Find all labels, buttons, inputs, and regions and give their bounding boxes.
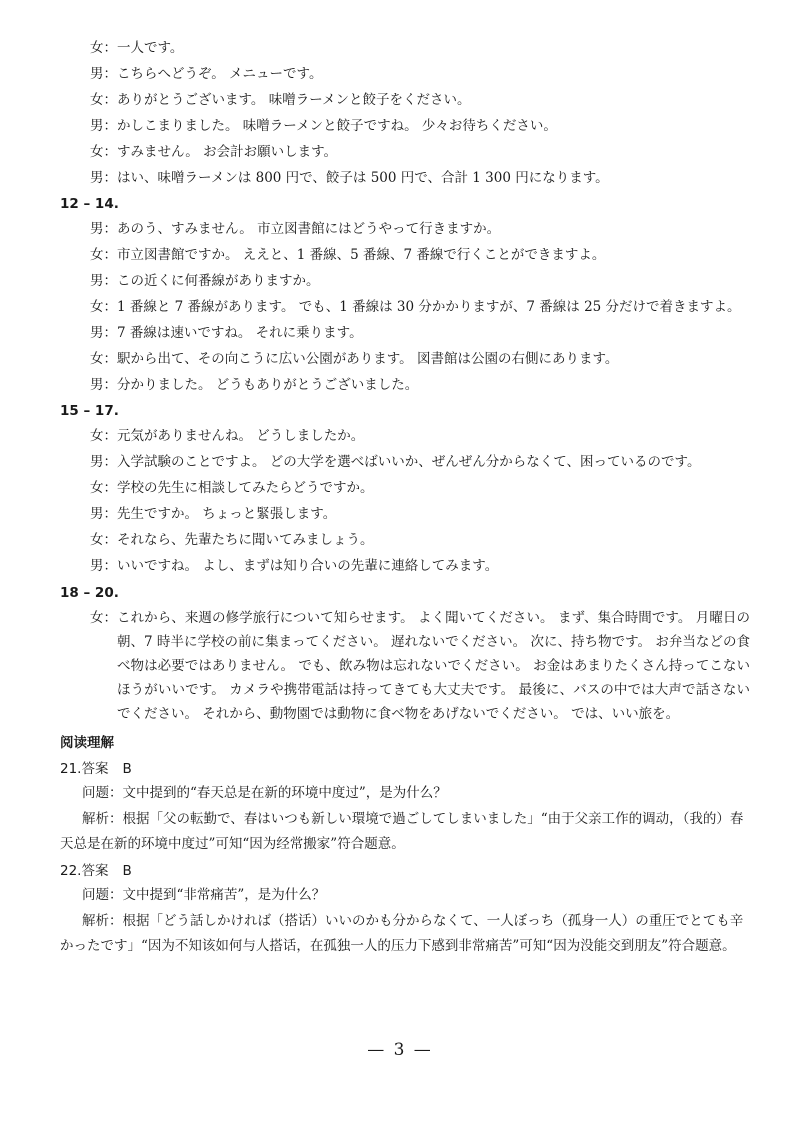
dialogue-line bbox=[60, 502, 750, 526]
dialogue-line bbox=[60, 528, 750, 552]
dialog-school-trip-notice bbox=[60, 606, 750, 727]
dialogue-line bbox=[60, 217, 750, 241]
utterance-text: すみません。 お会計お願いします。 bbox=[117, 144, 338, 160]
utterance-text: 先生ですか。 ちょっと緊張します。 bbox=[117, 506, 337, 523]
speaker-label: 男： bbox=[90, 506, 117, 523]
answer-line-21 bbox=[60, 757, 750, 781]
utterance-text: はい、味噌ラーメンは 800 円で、餃子は 500 円で、合計 1 300 円になります。 bbox=[117, 170, 609, 186]
question-text-21: 问题：文中提到的“春天总是在新的环境中度过”，是为什么？ bbox=[82, 784, 447, 801]
speaker-label: 女： bbox=[90, 144, 117, 160]
speaker-label: 男： bbox=[90, 558, 117, 575]
analysis-22 bbox=[60, 909, 750, 959]
question-text-22: 问题：文中提到“非常痛苦”，是为什么？ bbox=[82, 886, 326, 903]
speaker-label: 女： bbox=[90, 532, 117, 549]
dialogue-line bbox=[60, 321, 750, 345]
dialog-entrance-exam bbox=[60, 424, 750, 578]
speaker-label: 女： bbox=[90, 92, 117, 108]
dialogue-line bbox=[60, 554, 750, 578]
speaker-label: 男： bbox=[90, 221, 117, 238]
utterance-text: 市立図書館ですか。 ええと、1 番線、5 番線、7 番線で行くことができますよ。 bbox=[117, 247, 606, 264]
question-number: 21. bbox=[60, 760, 82, 777]
page-number: — 3 — bbox=[367, 1040, 433, 1060]
dialogue-line bbox=[60, 62, 750, 86]
speaker-label: 女： bbox=[90, 609, 117, 626]
analysis-21 bbox=[60, 807, 750, 857]
speaker-label: 女： bbox=[90, 40, 117, 56]
speaker-label: 女： bbox=[90, 480, 117, 497]
dialogue-line bbox=[60, 269, 750, 293]
utterance-text: 駅から出て、その向こうに広い公園があります。 図書館は公園の右側にあります。 bbox=[117, 351, 619, 368]
dialogue-line bbox=[60, 347, 750, 371]
speaker-label: 男： bbox=[90, 118, 117, 134]
utterance-text: これから、来週の修学旅行について知らせます。 よく聞いてください。 まず、集合時間です。 月曜日の朝、7 時半に学校の前に集まってください。 遅れないでください。 次に、持ち物です。 お弁当などの食べ物は必要ではありません。 でも、飲み物は忘れないでください。 お金はあまりたくさん持ってこないほうがいいです。 カメラや携帯電話は持ってきても大丈夫です。 最後に、バスの中では大声で話さないでください。 それから、動物園では動物に食べ物をあげないでください。 では、いい旅を。 bbox=[117, 609, 750, 723]
utterance-text: こちらへどうぞ。 メニューです。 bbox=[117, 66, 323, 82]
dialogue-line bbox=[60, 140, 750, 164]
analysis-first-line: 解析：根据「どう話しかければ（搭话）いいのかも分からなくて、一人ぼっち（孤身一人）の重圧でとても辛 bbox=[82, 912, 744, 929]
analysis-first-line: 解析：根据「父の転勤で、春はいつも新しい環境で過ごしてしまいました」“由于父亲工作的调动，（我的）春 bbox=[82, 810, 744, 827]
dialogue-line bbox=[60, 476, 750, 500]
answer-line-22 bbox=[60, 859, 750, 883]
reading-comprehension-heading: 阅读理解 bbox=[60, 734, 114, 751]
dialogue-line bbox=[60, 606, 750, 727]
dialogue-line bbox=[60, 373, 750, 397]
speaker-label: 男： bbox=[90, 454, 117, 471]
speaker-label: 女： bbox=[90, 428, 117, 445]
utterance-text: 元気がありませんね。 どうしましたか。 bbox=[117, 428, 365, 445]
utterance-text: かしこまりました。 味噌ラーメンと餃子ですね。 少々お待ちください。 bbox=[117, 118, 557, 134]
utterance-text: あのう、すみません。 市立図書館にはどうやって行きますか。 bbox=[117, 221, 501, 238]
utterance-text: 入学試験のことですよ。 どの大学を選べばいいか、ぜんぜん分からなくて、困っているのです。 bbox=[117, 454, 701, 471]
utterance-text: 学校の先生に相談してみたらどうですか。 bbox=[117, 480, 374, 497]
dialogue-line bbox=[60, 36, 750, 60]
utterance-text: いいですね。 よし、まずは知り合いの先輩に連絡してみます。 bbox=[117, 558, 499, 575]
utterance-text: ありがとうございます。 味噌ラーメンと餃子をください。 bbox=[117, 92, 471, 108]
answer-label: 答案 bbox=[81, 862, 109, 879]
answer-letter: B bbox=[122, 862, 132, 879]
dialogue-line bbox=[60, 424, 750, 448]
utterance-text: 分かりました。 どうもありがとうございました。 bbox=[117, 377, 419, 394]
dialogue-line bbox=[60, 450, 750, 474]
answer-label: 答案 bbox=[81, 760, 109, 777]
page-content bbox=[60, 36, 750, 960]
speaker-label: 女： bbox=[90, 351, 117, 368]
dialogue-line bbox=[60, 114, 750, 138]
speaker-label: 男： bbox=[90, 377, 117, 394]
dialogue-line bbox=[60, 243, 750, 267]
speaker-label: 女： bbox=[90, 247, 117, 264]
dialogue-line bbox=[60, 88, 750, 112]
utterance-text: 1 番線と 7 番線があります。 でも、1 番線は 30 分かかりますが、7 番線は 25 分だけで着きますよ。 bbox=[117, 299, 741, 316]
utterance-text: 7 番線は速いですね。 それに乗ります。 bbox=[117, 325, 363, 342]
speaker-label: 男： bbox=[90, 325, 117, 342]
utterance-text: この近くに何番線がありますか。 bbox=[117, 273, 320, 290]
analysis-continuation: かったです」“因为不知该如何与人搭话，在孤独一人的压力下感到非常痛苦”可知“因为没能交到朋友”符合题意。 bbox=[60, 937, 736, 954]
utterance-text: それなら、先輩たちに聞いてみましょう。 bbox=[117, 532, 374, 549]
dialog-library-directions bbox=[60, 217, 750, 397]
analysis-continuation: 天总是在新的环境中度过”可知“因为经常搬家”符合题意。 bbox=[60, 835, 405, 852]
question-number: 22. bbox=[60, 862, 82, 879]
section-header-18-20: 18 – 20. bbox=[60, 584, 119, 601]
speaker-label: 男： bbox=[90, 66, 117, 82]
speaker-label: 男： bbox=[90, 273, 117, 290]
dialogue-line bbox=[60, 295, 750, 319]
dialog-ramen-restaurant bbox=[60, 36, 750, 190]
utterance-text: 一人です。 bbox=[117, 40, 184, 56]
section-header-15-17: 15 – 17. bbox=[60, 403, 119, 420]
section-header-12-14: 12 – 14. bbox=[60, 196, 119, 213]
speaker-label: 女： bbox=[90, 299, 117, 316]
answer-letter: B bbox=[122, 760, 132, 777]
speaker-label: 男： bbox=[90, 170, 117, 186]
question-22 bbox=[60, 859, 750, 959]
question-21 bbox=[60, 757, 750, 857]
dialogue-line bbox=[60, 166, 750, 190]
